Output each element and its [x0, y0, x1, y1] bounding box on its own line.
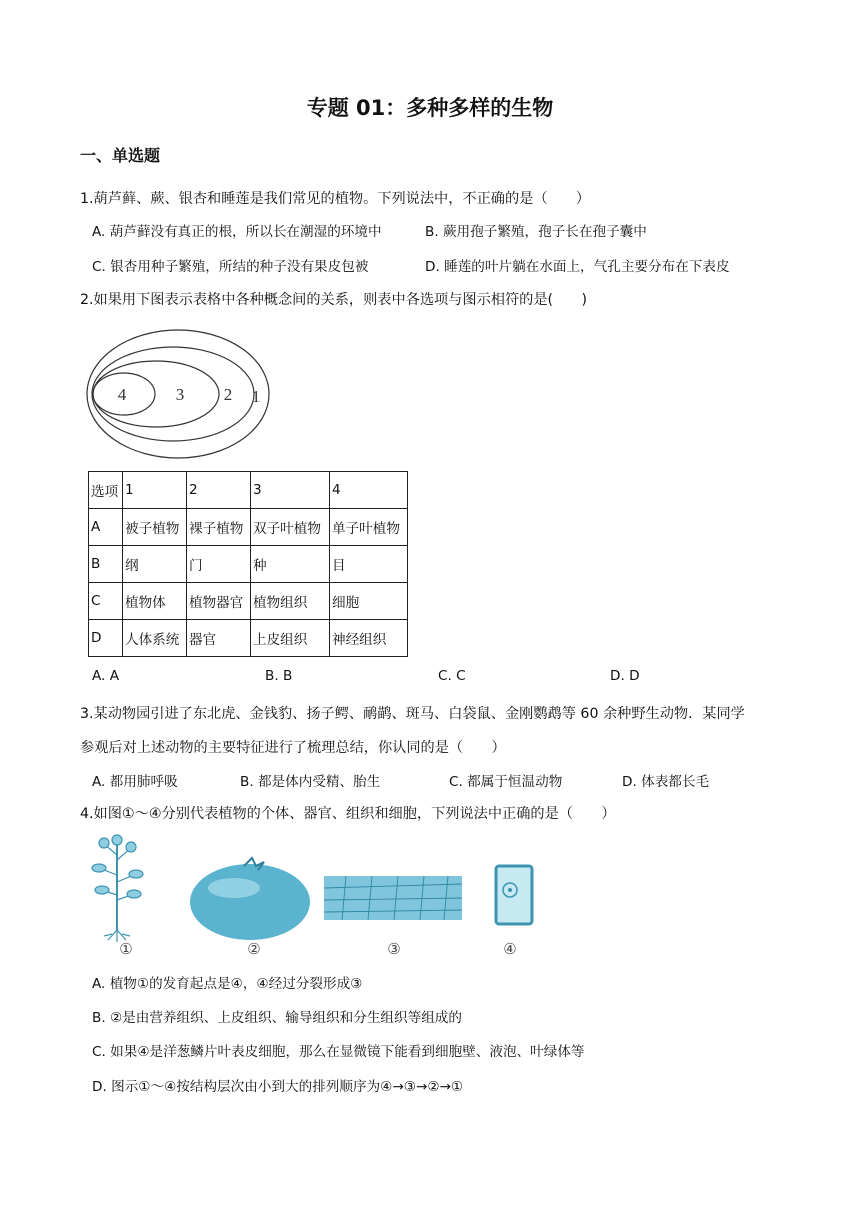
table-row: [89, 509, 408, 546]
q1-option-d: D. 睡莲的叶片躺在水面上，气孔主要分布在下表皮: [425, 259, 730, 275]
figure-label-3: ③: [387, 940, 401, 958]
table-header-row: [89, 472, 408, 509]
table-cell: 种: [251, 546, 330, 583]
ellipse-3: [93, 361, 219, 427]
table-cell: B: [89, 546, 123, 583]
table-cell: 双子叶植物: [251, 509, 330, 546]
table-cell: D: [89, 620, 123, 657]
question-3-stem-line-1: 3.某动物园引进了东北虎、金钱豹、扬子鳄、鸸鹋、斑马、白袋鼠、金刚鹦鹉等 60 余种野生动物．某同学: [80, 706, 745, 722]
diagram-label-3: 3: [175, 385, 185, 404]
table-cell: 门: [187, 546, 251, 583]
table-row: [89, 583, 408, 620]
diagram-label-4: 4: [117, 385, 127, 404]
concept-table: [88, 471, 408, 657]
table-header-cell: 3: [251, 472, 330, 509]
table-cell: A: [89, 509, 123, 546]
table-cell: 单子叶植物: [330, 509, 408, 546]
section-heading: 一、单选题: [80, 146, 161, 165]
table-cell: 被子植物: [123, 509, 187, 546]
table-cell: 器官: [187, 620, 251, 657]
figure-label-1: ①: [119, 940, 133, 958]
q3-option-b: B. 都是体内受精、胎生: [240, 774, 381, 790]
table-header-cell: 1: [123, 472, 187, 509]
plant-image: [92, 835, 143, 942]
diagram-label-2: 2: [223, 385, 233, 404]
question-3-stem-line-2: 参观后对上述动物的主要特征进行了梳理总结，你认同的是（ ）: [80, 740, 506, 756]
q4-option-a: A. 植物①的发育起点是④，④经过分裂形成③: [92, 976, 363, 992]
table-header-cell: 选项: [89, 472, 123, 509]
nested-ellipse-diagram: [84, 326, 284, 462]
q3-option-c: C. 都属于恒温动物: [449, 774, 563, 790]
table-cell: 纲: [123, 546, 187, 583]
table-header-cell: 4: [330, 472, 408, 509]
q1-option-a: A. 葫芦藓没有真正的根，所以长在潮湿的环境中: [92, 224, 382, 240]
table-row: [89, 620, 408, 657]
table-cell: 细胞: [330, 583, 408, 620]
question-2-stem: 2.如果用下图表示表格中各种概念间的关系，则表中各选项与图示相符的是( ): [80, 292, 587, 308]
table-cell: 裸子植物: [187, 509, 251, 546]
table-cell: 人体系统: [123, 620, 187, 657]
diagram-label-1: 1: [251, 387, 261, 406]
table-row: [89, 546, 408, 583]
q2-option-c: C. C: [438, 668, 466, 684]
table-cell: 神经组织: [330, 620, 408, 657]
table-cell: 目: [330, 546, 408, 583]
table-cell: 上皮组织: [251, 620, 330, 657]
cell-image: [496, 866, 532, 924]
question-4-stem: 4.如图①～④分别代表植物的个体、器官、组织和细胞，下列说法中正确的是（ ）: [80, 806, 616, 822]
table-cell: 植物器官: [187, 583, 251, 620]
question-1-stem: 1.葫芦藓、蕨、银杏和睡莲是我们常见的植物。下列说法中，不正确的是（ ）: [80, 191, 591, 207]
q2-option-d: D. D: [610, 668, 640, 684]
tomato-image: [190, 858, 310, 940]
figure-label-2: ②: [247, 940, 261, 958]
table-cell: 植物体: [123, 583, 187, 620]
q2-option-a: A. A: [92, 668, 120, 684]
table-header-cell: 2: [187, 472, 251, 509]
page-title: 专题 01：多种多样的生物: [306, 96, 554, 120]
figure-label-4: ④: [503, 940, 517, 958]
q1-option-c: C. 银杏用种子繁殖，所结的种子没有果皮包被: [92, 259, 369, 275]
q1-option-b: B. 蕨用孢子繁殖，孢子长在孢子囊中: [425, 224, 647, 240]
plant-structure-figure: [84, 830, 544, 960]
table-cell: 植物组织: [251, 583, 330, 620]
q4-option-c: C. 如果④是洋葱鳞片叶表皮细胞，那么在显微镜下能看到细胞壁、液泡、叶绿体等: [92, 1044, 585, 1060]
q3-option-d: D. 体表都长毛: [622, 774, 710, 790]
q2-option-b: B. B: [265, 668, 293, 684]
q3-option-a: A. 都用肺呼吸: [92, 774, 178, 790]
table-cell: C: [89, 583, 123, 620]
tissue-image: [324, 876, 462, 920]
q4-option-b: B. ②是由营养组织、上皮组织、输导组织和分生组织等组成的: [92, 1010, 462, 1026]
q4-option-d: D. 图示①～④按结构层次由小到大的排列顺序为④→③→②→①: [92, 1079, 464, 1095]
